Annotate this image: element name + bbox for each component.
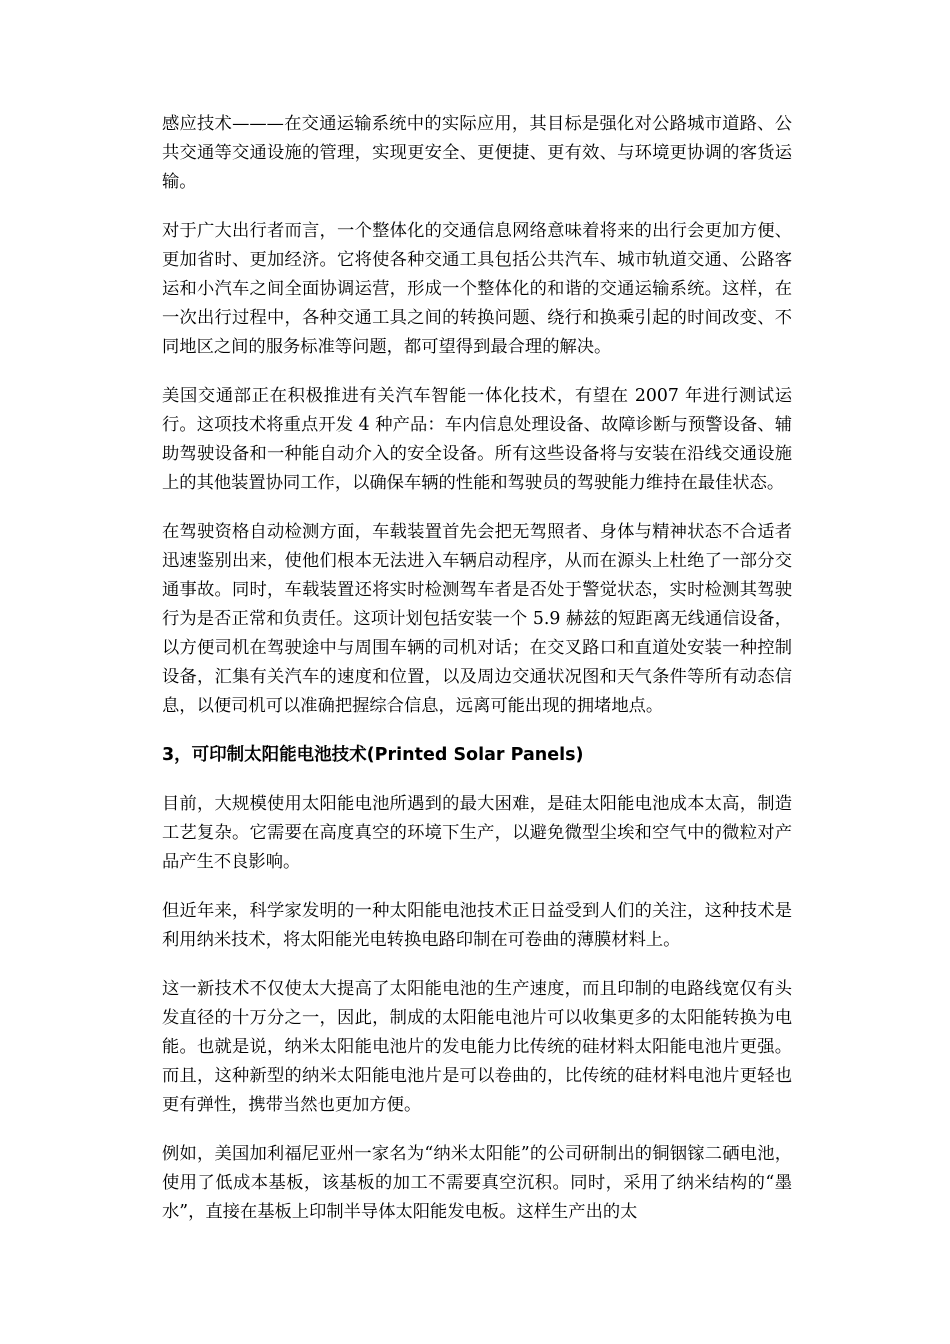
paragraph-us-dot: 美国交通部正在积极推进有关汽车智能一体化技术，有望在 2007 年进行测试运行。这项技术将重点开发 4 种产品：车内信息处理设备、故障诊断与预警设备、辅助驾驶设备和一种能自动介入的安全设备。所有这些设备将与安装在沿线交通设施上的其他装置协同工作，以确保车辆的性能和驾驶员的驾驶能力维持在最佳状态。 [162, 386, 792, 493]
paragraph-nano-tech: 但近年来，科学家发明的一种太阳能电池技术正日益受到人们的关注，这种技术是利用纳米技术，将太阳能光电转换电路印制在可卷曲的薄膜材料上。 [162, 901, 792, 950]
paragraph-new-tech-benefits: 这一新技术不仅使太大提高了太阳能电池的生产速度，而且印制的电路线宽仅有头发直径的十万分之一，因此，制成的太阳能电池片可以收集更多的太阳能转换为电能。也就是说，纳米太阳能电池片的发电能力比传统的硅材料太阳能电池片更强。而且，这种新型的纳米太阳能电池片是可以卷曲的，比传统的硅材料电池片更轻也更有弹性，携带当然也更加方便。 [162, 979, 792, 1115]
paragraph-solar-difficulty: 目前，大规模使用太阳能电池所遇到的最大困难，是硅太阳能电池成本太高，制造工艺复杂。它需要在高度真空的环境下生产，以避免微型尘埃和空气中的微粒对产品产生不良影响。 [162, 794, 792, 872]
document-body [162, 110, 792, 1247]
section-heading: 3，可印制太阳能电池技术(Printed Solar Panels) [162, 745, 584, 765]
paragraph-driver-detection: 在驾驶资格自动检测方面，车载装置首先会把无驾照者、身体与精神状态不合适者迅速鉴别出来，使他们根本无法进入车辆启动程序，从而在源头上杜绝了一部分交通事故。同时，车载装置还将实时检测驾车者是否处于警觉状态，实时检测其驾驶行为是否正常和负责任。这项计划包括安装一个 5.9 赫兹的短距离无线通信设备，以方便司机在驾驶途中与周围车辆的司机对话；在交叉路口和直道处安装一种控制设备，汇集有关汽车的速度和位置，以及周边交通状况图和天气条件等所有动态信息，以便司机可以准确把握综合信息，远离可能出现的拥堵地点。 [162, 522, 792, 716]
paragraph-traveler-benefits: 对于广大出行者而言，一个整体化的交通信息网络意味着将来的出行会更加方便、更加省时、更加经济。它将使各种交通工具包括公共汽车、城市轨道交通、公路客运和小汽车之间全面协调运营，形成一个整体化的和谐的交通运输系统。这样，在一次出行过程中，各种交通工具之间的转换问题、绕行和换乘引起的时间改变、不同地区之间的服务标准等问题，都可望得到最合理的解决。 [162, 221, 792, 357]
paragraph-its-goal: 感应技术———在交通运输系统中的实际应用，其目标是强化对公路城市道路、公共交通等交通设施的管理，实现更安全、更便捷、更有效、与环境更协调的客货运输。 [162, 114, 792, 192]
paragraph-example: 例如，美国加利福尼亚州一家名为“纳米太阳能”的公司研制出的铜铟镓二硒电池，使用了低成本基板，该基板的加工不需要真空沉积。同时，采用了纳米结构的“墨水”，直接在基板上印制半导体太阳能发电板。这样生产出的太 [162, 1144, 792, 1222]
